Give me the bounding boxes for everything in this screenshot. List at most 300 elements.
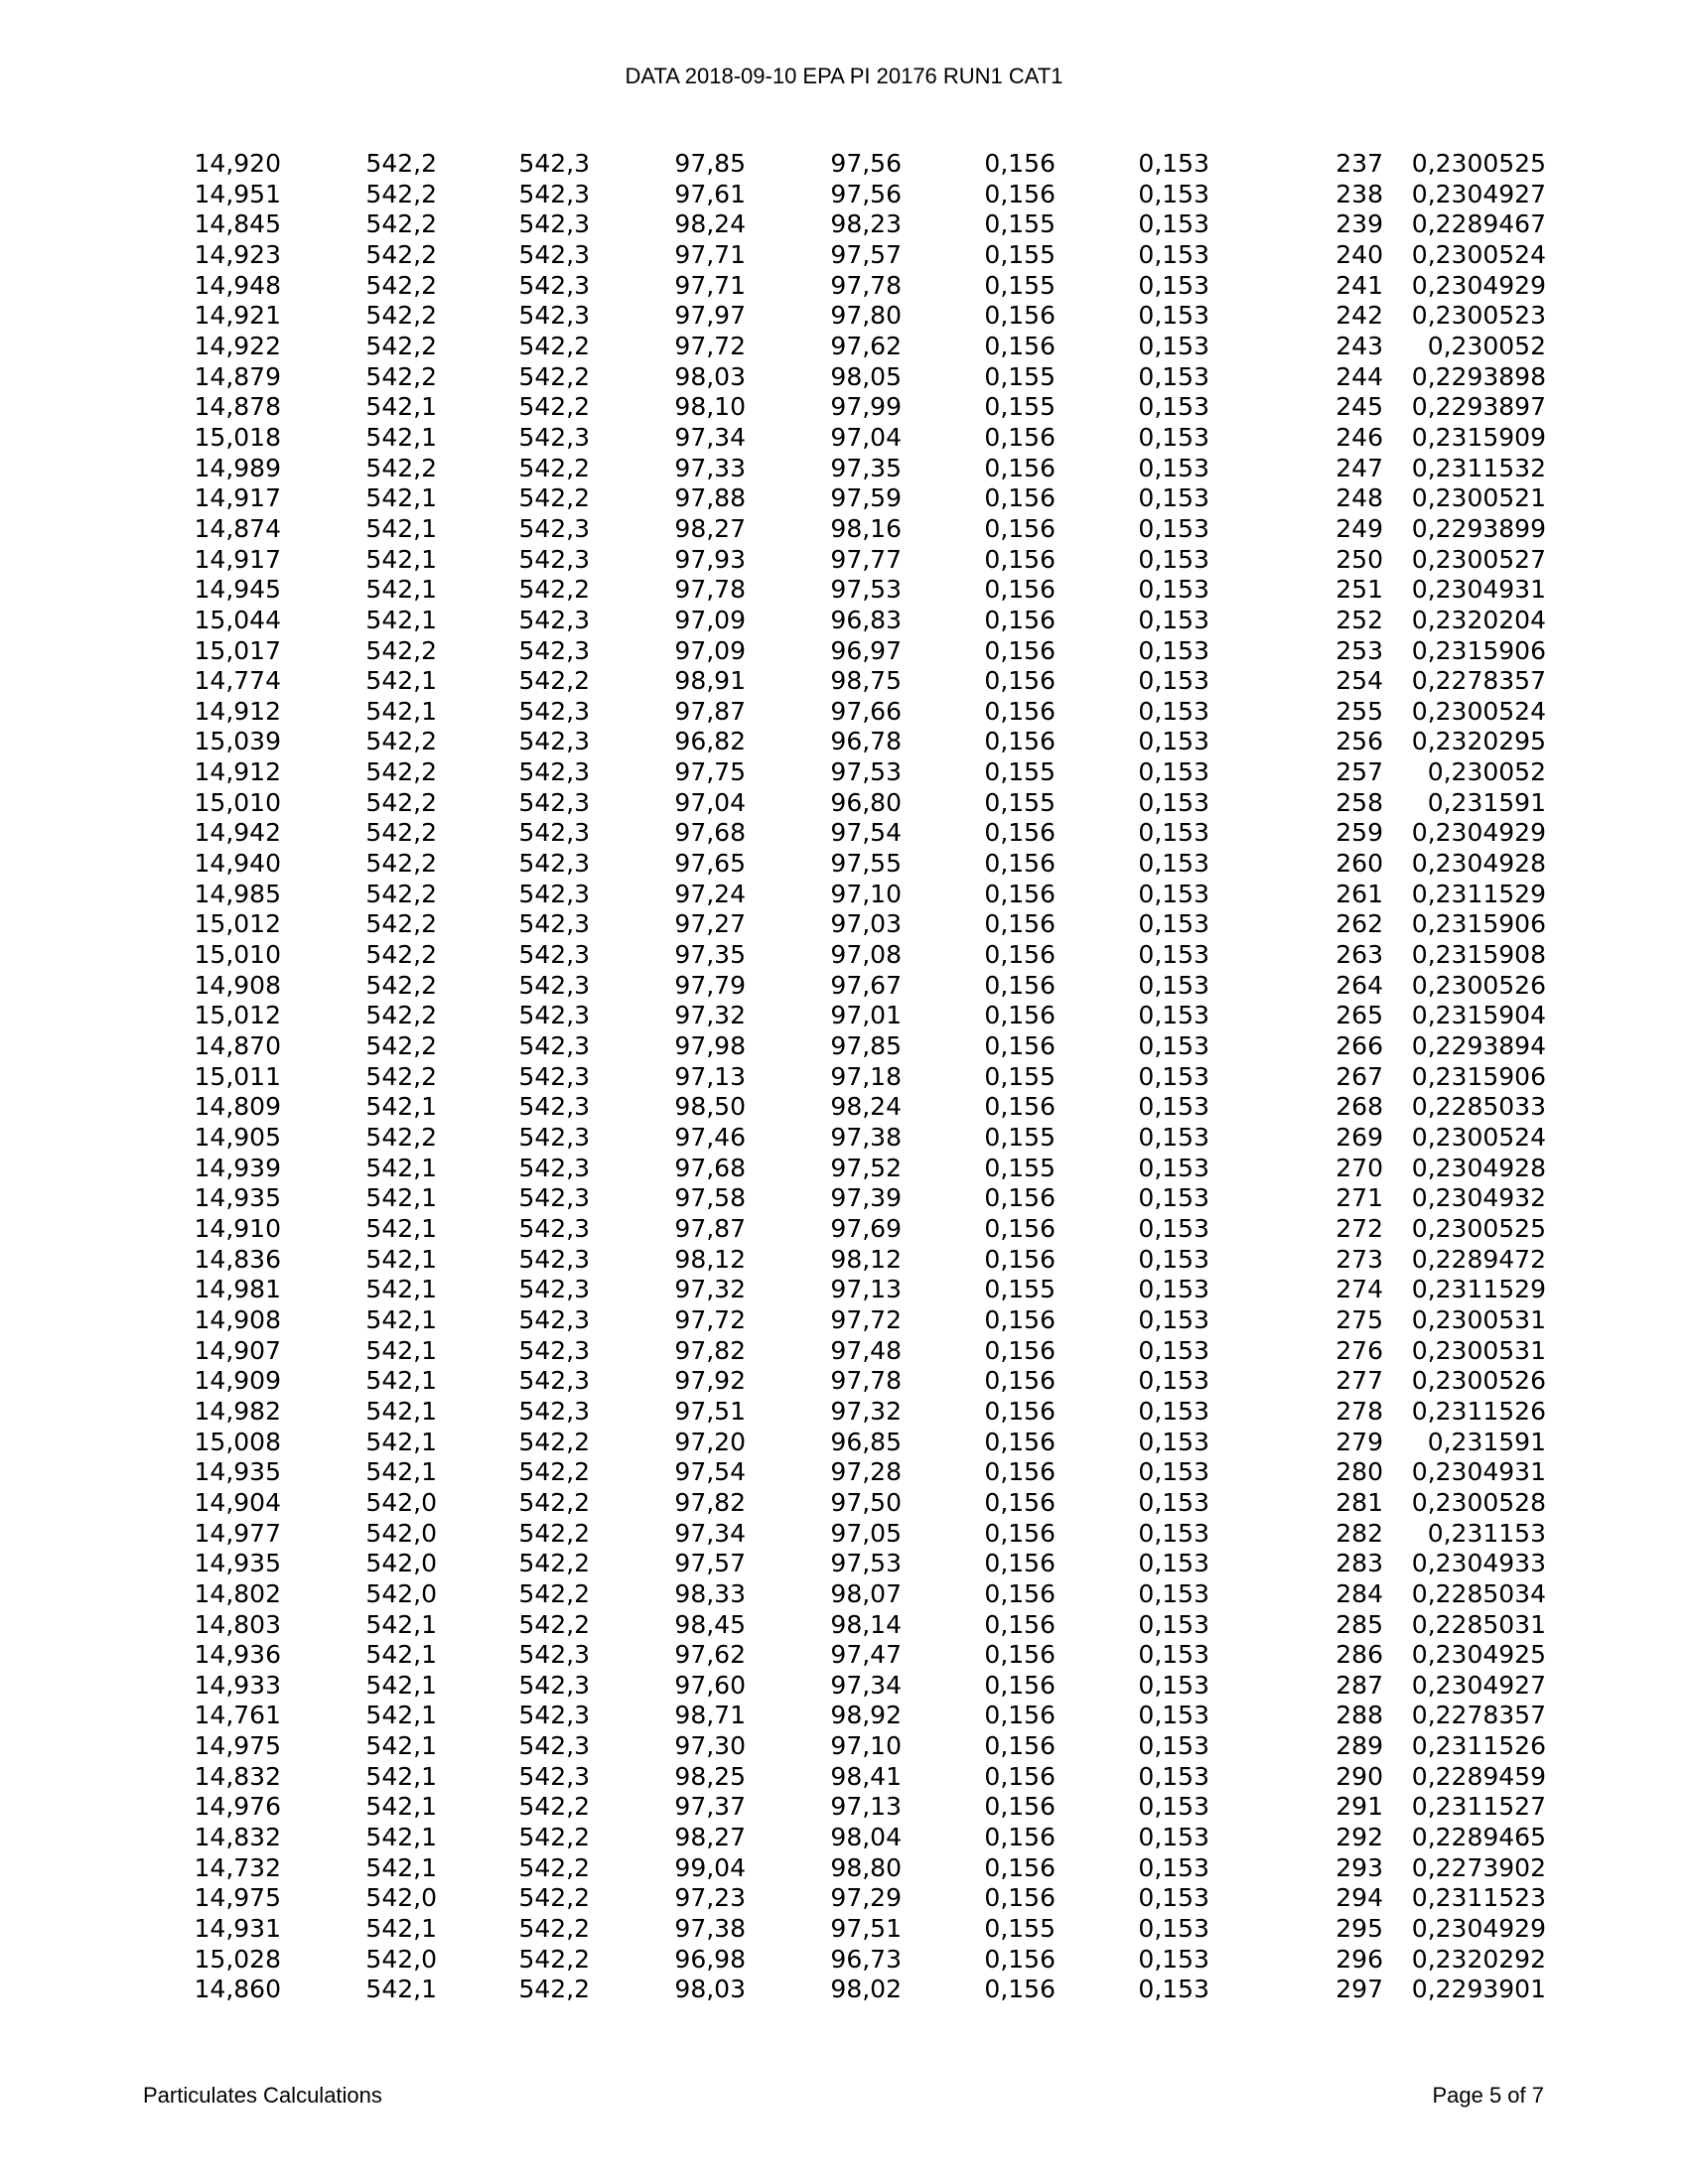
table-cell: 97,77 bbox=[830, 544, 902, 574]
table-cell: 14,939 bbox=[194, 1153, 281, 1182]
table-cell: 280 bbox=[1336, 1457, 1383, 1487]
table-cell: 243 bbox=[1336, 331, 1383, 360]
table-row bbox=[182, 1275, 1546, 1305]
table-cell: 0,2311529 bbox=[1411, 1275, 1546, 1304]
table-cell: 0,153 bbox=[1138, 1427, 1209, 1456]
table-cell: 0,156 bbox=[984, 1213, 1055, 1243]
table-cell: 97,72 bbox=[830, 1304, 902, 1334]
table-cell: 0,156 bbox=[984, 1396, 1055, 1426]
table-cell: 542,0 bbox=[365, 1944, 437, 1974]
table-cell: 97,65 bbox=[674, 849, 746, 879]
table-row bbox=[182, 818, 1546, 849]
table-cell: 0,231591 bbox=[1427, 1427, 1546, 1456]
table-cell: 97,53 bbox=[830, 757, 902, 787]
table-cell: 290 bbox=[1336, 1761, 1383, 1791]
table-cell: 97,33 bbox=[674, 453, 746, 482]
table-cell: 542,2 bbox=[518, 1549, 590, 1578]
table-cell: 0,156 bbox=[984, 849, 1055, 879]
table-cell: 263 bbox=[1336, 940, 1383, 970]
table-cell: 262 bbox=[1336, 909, 1383, 939]
table-cell: 97,67 bbox=[830, 970, 902, 1000]
table-cell: 0,153 bbox=[1138, 1457, 1209, 1487]
table-cell: 97,71 bbox=[674, 239, 746, 269]
table-cell: 542,2 bbox=[365, 940, 437, 970]
table-row bbox=[182, 1853, 1546, 1884]
table-cell: 0,153 bbox=[1138, 757, 1209, 787]
table-cell: 542,1 bbox=[365, 1335, 437, 1365]
table-cell: 542,1 bbox=[365, 392, 437, 422]
table-cell: 288 bbox=[1336, 1701, 1383, 1730]
table-cell: 0,2320292 bbox=[1411, 1944, 1546, 1974]
table-cell: 14,908 bbox=[194, 970, 281, 1000]
table-cell: 542,2 bbox=[365, 1123, 437, 1152]
table-cell: 14,942 bbox=[194, 818, 281, 848]
table-cell: 97,38 bbox=[830, 1123, 902, 1152]
table-cell: 0,2315908 bbox=[1411, 940, 1546, 970]
table-cell: 275 bbox=[1336, 1304, 1383, 1334]
table-cell: 97,46 bbox=[674, 1123, 746, 1152]
table-row bbox=[182, 514, 1546, 545]
table-cell: 0,156 bbox=[984, 1457, 1055, 1487]
table-row bbox=[182, 209, 1546, 240]
table-row bbox=[182, 1610, 1546, 1641]
table-cell: 0,231591 bbox=[1427, 787, 1546, 817]
table-row bbox=[182, 1428, 1546, 1458]
table-cell: 98,25 bbox=[674, 1761, 746, 1791]
table-row bbox=[182, 1245, 1546, 1276]
table-cell: 98,75 bbox=[830, 666, 902, 696]
table-cell: 0,156 bbox=[984, 1427, 1055, 1456]
table-cell: 0,156 bbox=[984, 818, 1055, 848]
table-cell: 97,80 bbox=[830, 301, 902, 331]
table-cell: 0,156 bbox=[984, 422, 1055, 452]
table-cell: 254 bbox=[1336, 666, 1383, 696]
table-cell: 0,2304928 bbox=[1411, 1153, 1546, 1182]
table-cell: 97,32 bbox=[674, 1001, 746, 1030]
table-cell: 542,1 bbox=[365, 1275, 437, 1304]
table-cell: 0,230052 bbox=[1427, 331, 1546, 360]
table-cell: 542,2 bbox=[518, 1609, 590, 1639]
table-cell: 0,153 bbox=[1138, 575, 1209, 605]
table-row bbox=[182, 483, 1546, 514]
table-cell: 0,2304925 bbox=[1411, 1640, 1546, 1670]
table-row bbox=[182, 575, 1546, 606]
table-cell: 291 bbox=[1336, 1792, 1383, 1822]
table-cell: 0,2293897 bbox=[1411, 392, 1546, 422]
table-cell: 542,3 bbox=[518, 818, 590, 848]
table-cell: 0,2300526 bbox=[1411, 1366, 1546, 1396]
table-cell: 14,870 bbox=[194, 1031, 281, 1061]
table-cell: 97,27 bbox=[674, 909, 746, 939]
table-cell: 0,156 bbox=[984, 666, 1055, 696]
table-cell: 96,82 bbox=[674, 727, 746, 756]
table-cell: 14,940 bbox=[194, 849, 281, 879]
table-cell: 0,156 bbox=[984, 1761, 1055, 1791]
table-cell: 97,68 bbox=[674, 818, 746, 848]
table-row bbox=[182, 301, 1546, 332]
table-cell: 0,156 bbox=[984, 1823, 1055, 1852]
table-cell: 289 bbox=[1336, 1731, 1383, 1761]
table-cell: 98,10 bbox=[674, 392, 746, 422]
table-row bbox=[182, 940, 1546, 971]
table-cell: 0,155 bbox=[984, 239, 1055, 269]
table-row bbox=[182, 757, 1546, 788]
table-cell: 542,3 bbox=[518, 513, 590, 543]
table-cell: 542,3 bbox=[518, 696, 590, 726]
table-cell: 542,2 bbox=[518, 1487, 590, 1517]
table-cell: 97,53 bbox=[830, 1549, 902, 1578]
table-cell: 0,153 bbox=[1138, 1975, 1209, 2004]
table-cell: 542,1 bbox=[365, 605, 437, 634]
table-cell: 0,2311523 bbox=[1411, 1883, 1546, 1913]
table-cell: 14,989 bbox=[194, 453, 281, 482]
table-cell: 542,3 bbox=[518, 1761, 590, 1791]
table-cell: 14,909 bbox=[194, 1366, 281, 1396]
table-cell: 15,010 bbox=[194, 787, 281, 817]
table-cell: 542,2 bbox=[518, 483, 590, 513]
table-cell: 14,917 bbox=[194, 544, 281, 574]
table-cell: 0,156 bbox=[984, 1578, 1055, 1608]
table-cell: 282 bbox=[1336, 1518, 1383, 1548]
table-cell: 14,836 bbox=[194, 1244, 281, 1274]
table-cell: 0,2311526 bbox=[1411, 1731, 1546, 1761]
table-cell: 97,32 bbox=[674, 1275, 746, 1304]
table-cell: 255 bbox=[1336, 696, 1383, 726]
table-cell: 237 bbox=[1336, 149, 1383, 178]
table-cell: 15,017 bbox=[194, 635, 281, 665]
table-cell: 0,2315906 bbox=[1411, 635, 1546, 665]
table-cell: 98,16 bbox=[830, 513, 902, 543]
table-cell: 0,156 bbox=[984, 1244, 1055, 1274]
table-cell: 0,156 bbox=[984, 696, 1055, 726]
table-cell: 0,153 bbox=[1138, 940, 1209, 970]
table-cell: 97,56 bbox=[830, 179, 902, 208]
table-cell: 0,2300525 bbox=[1411, 1213, 1546, 1243]
table-cell: 97,72 bbox=[674, 1304, 746, 1334]
table-cell: 0,2304929 bbox=[1411, 1914, 1546, 1944]
table-row bbox=[182, 636, 1546, 667]
table-cell: 542,2 bbox=[365, 270, 437, 300]
table-row bbox=[182, 1701, 1546, 1731]
table-cell: 0,2289465 bbox=[1411, 1823, 1546, 1852]
table-cell: 0,156 bbox=[984, 1731, 1055, 1761]
table-cell: 240 bbox=[1336, 239, 1383, 269]
table-cell: 0,153 bbox=[1138, 1761, 1209, 1791]
table-cell: 0,153 bbox=[1138, 1518, 1209, 1548]
table-cell: 542,2 bbox=[365, 727, 437, 756]
table-cell: 542,1 bbox=[365, 1914, 437, 1944]
table-row bbox=[182, 180, 1546, 210]
table-cell: 542,3 bbox=[518, 1396, 590, 1426]
table-cell: 14,935 bbox=[194, 1183, 281, 1213]
table-row bbox=[182, 880, 1546, 910]
table-cell: 542,3 bbox=[518, 1153, 590, 1182]
table-cell: 14,832 bbox=[194, 1761, 281, 1791]
table-cell: 14,948 bbox=[194, 270, 281, 300]
table-cell: 97,72 bbox=[674, 331, 746, 360]
table-cell: 97,68 bbox=[674, 1153, 746, 1182]
table-cell: 0,155 bbox=[984, 757, 1055, 787]
table-cell: 98,14 bbox=[830, 1609, 902, 1639]
table-cell: 97,13 bbox=[674, 1061, 746, 1091]
table-cell: 14,732 bbox=[194, 1852, 281, 1882]
table-cell: 0,156 bbox=[984, 1518, 1055, 1548]
table-cell: 97,53 bbox=[830, 575, 902, 605]
table-cell: 248 bbox=[1336, 483, 1383, 513]
table-row bbox=[182, 1549, 1546, 1579]
table-cell: 14,931 bbox=[194, 1914, 281, 1944]
table-row bbox=[182, 1031, 1546, 1062]
table-cell: 542,2 bbox=[365, 818, 437, 848]
table-cell: 0,153 bbox=[1138, 696, 1209, 726]
table-cell: 0,156 bbox=[984, 453, 1055, 482]
table-cell: 0,2293899 bbox=[1411, 513, 1546, 543]
table-cell: 0,2311532 bbox=[1411, 453, 1546, 482]
table-cell: 97,04 bbox=[674, 787, 746, 817]
table-row bbox=[182, 454, 1546, 484]
table-cell: 0,2320204 bbox=[1411, 605, 1546, 634]
table-cell: 0,156 bbox=[984, 1852, 1055, 1882]
table-cell: 98,92 bbox=[830, 1701, 902, 1730]
table-cell: 98,45 bbox=[674, 1609, 746, 1639]
table-cell: 542,2 bbox=[365, 209, 437, 239]
table-cell: 0,156 bbox=[984, 1883, 1055, 1913]
table-cell: 0,2273902 bbox=[1411, 1852, 1546, 1882]
table-cell: 0,2300531 bbox=[1411, 1304, 1546, 1334]
table-cell: 14,976 bbox=[194, 1792, 281, 1822]
table-cell: 286 bbox=[1336, 1640, 1383, 1670]
table-cell: 98,71 bbox=[674, 1701, 746, 1730]
table-cell: 542,2 bbox=[365, 757, 437, 787]
table-cell: 278 bbox=[1336, 1396, 1383, 1426]
table-cell: 542,2 bbox=[518, 1944, 590, 1974]
table-row bbox=[182, 149, 1546, 180]
table-cell: 0,153 bbox=[1138, 361, 1209, 391]
table-cell: 0,156 bbox=[984, 970, 1055, 1000]
table-cell: 542,2 bbox=[365, 787, 437, 817]
table-cell: 14,912 bbox=[194, 757, 281, 787]
table-cell: 542,1 bbox=[365, 1427, 437, 1456]
table-cell: 542,1 bbox=[365, 1304, 437, 1334]
table-cell: 542,1 bbox=[365, 1823, 437, 1852]
table-row bbox=[182, 1214, 1546, 1245]
table-row bbox=[182, 271, 1546, 302]
table-cell: 0,2311526 bbox=[1411, 1396, 1546, 1426]
table-cell: 0,156 bbox=[984, 179, 1055, 208]
table-cell: 0,2304931 bbox=[1411, 1457, 1546, 1487]
table-cell: 14,860 bbox=[194, 1975, 281, 2004]
table-cell: 542,2 bbox=[365, 453, 437, 482]
table-cell: 256 bbox=[1336, 727, 1383, 756]
table-cell: 0,156 bbox=[984, 1335, 1055, 1365]
table-cell: 542,3 bbox=[518, 787, 590, 817]
table-cell: 0,153 bbox=[1138, 727, 1209, 756]
table-cell: 0,156 bbox=[984, 1304, 1055, 1334]
table-cell: 14,923 bbox=[194, 239, 281, 269]
table-cell: 0,153 bbox=[1138, 909, 1209, 939]
table-row bbox=[182, 1183, 1546, 1214]
table-row bbox=[182, 1762, 1546, 1793]
table-cell: 0,155 bbox=[984, 392, 1055, 422]
table-row bbox=[182, 1792, 1546, 1823]
table-cell: 542,2 bbox=[365, 331, 437, 360]
table-cell: 253 bbox=[1336, 635, 1383, 665]
table-cell: 0,153 bbox=[1138, 1914, 1209, 1944]
table-cell: 542,2 bbox=[518, 1457, 590, 1487]
table-cell: 542,1 bbox=[365, 483, 437, 513]
table-cell: 97,38 bbox=[674, 1914, 746, 1944]
table-cell: 14,904 bbox=[194, 1487, 281, 1517]
table-row bbox=[182, 1457, 1546, 1488]
table-cell: 0,153 bbox=[1138, 1883, 1209, 1913]
table-cell: 14,802 bbox=[194, 1578, 281, 1608]
table-cell: 98,02 bbox=[830, 1975, 902, 2004]
table-cell: 96,80 bbox=[830, 787, 902, 817]
table-cell: 0,155 bbox=[984, 209, 1055, 239]
table-cell: 279 bbox=[1336, 1427, 1383, 1456]
table-cell: 14,935 bbox=[194, 1549, 281, 1578]
table-cell: 97,18 bbox=[830, 1061, 902, 1091]
table-cell: 542,3 bbox=[518, 1123, 590, 1152]
table-cell: 97,62 bbox=[830, 331, 902, 360]
table-cell: 97,51 bbox=[830, 1914, 902, 1944]
table-cell: 542,2 bbox=[518, 453, 590, 482]
table-cell: 97,87 bbox=[674, 1213, 746, 1243]
table-cell: 239 bbox=[1336, 209, 1383, 239]
table-row bbox=[182, 1671, 1546, 1702]
table-cell: 97,98 bbox=[674, 1031, 746, 1061]
table-cell: 0,153 bbox=[1138, 453, 1209, 482]
table-cell: 97,50 bbox=[830, 1487, 902, 1517]
table-cell: 0,153 bbox=[1138, 301, 1209, 331]
table-cell: 97,93 bbox=[674, 544, 746, 574]
table-cell: 97,23 bbox=[674, 1883, 746, 1913]
table-cell: 0,153 bbox=[1138, 1061, 1209, 1091]
table-cell: 542,2 bbox=[518, 1427, 590, 1456]
table-cell: 272 bbox=[1336, 1213, 1383, 1243]
table-cell: 97,60 bbox=[674, 1670, 746, 1700]
table-cell: 97,92 bbox=[674, 1366, 746, 1396]
table-cell: 0,156 bbox=[984, 1701, 1055, 1730]
table-cell: 98,80 bbox=[830, 1852, 902, 1882]
table-cell: 96,83 bbox=[830, 605, 902, 634]
table-cell: 97,09 bbox=[674, 635, 746, 665]
table-cell: 542,3 bbox=[518, 970, 590, 1000]
table-row bbox=[182, 666, 1546, 697]
table-cell: 542,2 bbox=[518, 1518, 590, 1548]
table-cell: 0,153 bbox=[1138, 1213, 1209, 1243]
table-cell: 542,2 bbox=[365, 1061, 437, 1091]
table-cell: 0,153 bbox=[1138, 179, 1209, 208]
table-cell: 246 bbox=[1336, 422, 1383, 452]
table-cell: 542,1 bbox=[365, 422, 437, 452]
table-cell: 14,879 bbox=[194, 361, 281, 391]
table-cell: 97,78 bbox=[830, 1366, 902, 1396]
table-cell: 98,33 bbox=[674, 1578, 746, 1608]
table-cell: 0,153 bbox=[1138, 1487, 1209, 1517]
table-cell: 542,3 bbox=[518, 757, 590, 787]
table-cell: 274 bbox=[1336, 1275, 1383, 1304]
table-row bbox=[182, 1092, 1546, 1123]
table-cell: 0,2304927 bbox=[1411, 179, 1546, 208]
table-cell: 97,35 bbox=[674, 940, 746, 970]
table-cell: 0,153 bbox=[1138, 239, 1209, 269]
table-cell: 96,85 bbox=[830, 1427, 902, 1456]
table-cell: 97,34 bbox=[674, 1518, 746, 1548]
table-cell: 97,37 bbox=[674, 1792, 746, 1822]
table-cell: 0,153 bbox=[1138, 666, 1209, 696]
footer-document-name: Particulates Calculations bbox=[143, 2083, 382, 2108]
table-cell: 97,39 bbox=[830, 1183, 902, 1213]
table-cell: 0,156 bbox=[984, 1792, 1055, 1822]
table-cell: 0,2315904 bbox=[1411, 1001, 1546, 1030]
table-cell: 97,56 bbox=[830, 149, 902, 178]
table-row bbox=[182, 1123, 1546, 1154]
table-row bbox=[182, 362, 1546, 393]
table-cell: 0,153 bbox=[1138, 1944, 1209, 1974]
table-cell: 0,2311529 bbox=[1411, 879, 1546, 908]
table-cell: 14,975 bbox=[194, 1883, 281, 1913]
table-cell: 542,2 bbox=[365, 239, 437, 269]
table-cell: 0,156 bbox=[984, 1001, 1055, 1030]
table-cell: 14,936 bbox=[194, 1640, 281, 1670]
table-cell: 14,910 bbox=[194, 1213, 281, 1243]
table-cell: 542,3 bbox=[518, 1031, 590, 1061]
table-row bbox=[182, 1366, 1546, 1397]
table-cell: 0,2300526 bbox=[1411, 970, 1546, 1000]
table-cell: 0,153 bbox=[1138, 1731, 1209, 1761]
table-cell: 97,34 bbox=[830, 1670, 902, 1700]
table-cell: 0,153 bbox=[1138, 1123, 1209, 1152]
table-cell: 0,153 bbox=[1138, 879, 1209, 908]
data-table-body bbox=[182, 149, 1546, 2005]
table-cell: 0,2293901 bbox=[1411, 1975, 1546, 2004]
table-cell: 0,2289459 bbox=[1411, 1761, 1546, 1791]
table-cell: 266 bbox=[1336, 1031, 1383, 1061]
table-cell: 97,57 bbox=[674, 1549, 746, 1578]
table-cell: 542,2 bbox=[365, 970, 437, 1000]
table-cell: 542,3 bbox=[518, 727, 590, 756]
table-cell: 295 bbox=[1336, 1914, 1383, 1944]
table-row bbox=[182, 1579, 1546, 1610]
table-cell: 542,2 bbox=[365, 909, 437, 939]
table-cell: 0,2300525 bbox=[1411, 149, 1546, 178]
table-row bbox=[182, 1883, 1546, 1914]
table-cell: 0,153 bbox=[1138, 818, 1209, 848]
table-cell: 242 bbox=[1336, 301, 1383, 331]
table-cell: 97,85 bbox=[674, 149, 746, 178]
table-cell: 542,3 bbox=[518, 1183, 590, 1213]
table-cell: 0,155 bbox=[984, 1123, 1055, 1152]
table-cell: 99,04 bbox=[674, 1852, 746, 1882]
table-cell: 277 bbox=[1336, 1366, 1383, 1396]
table-cell: 542,1 bbox=[365, 1701, 437, 1730]
table-cell: 542,2 bbox=[365, 1031, 437, 1061]
table-cell: 97,29 bbox=[830, 1883, 902, 1913]
table-cell: 542,3 bbox=[518, 1640, 590, 1670]
table-cell: 542,0 bbox=[365, 1549, 437, 1578]
table-cell: 14,951 bbox=[194, 179, 281, 208]
table-cell: 97,05 bbox=[830, 1518, 902, 1548]
table-cell: 542,3 bbox=[518, 635, 590, 665]
table-cell: 0,2304927 bbox=[1411, 1670, 1546, 1700]
table-cell: 0,153 bbox=[1138, 1823, 1209, 1852]
table-cell: 542,2 bbox=[518, 1914, 590, 1944]
table-cell: 97,09 bbox=[674, 605, 746, 634]
table-cell: 14,985 bbox=[194, 879, 281, 908]
table-cell: 281 bbox=[1336, 1487, 1383, 1517]
table-cell: 542,1 bbox=[365, 1852, 437, 1882]
